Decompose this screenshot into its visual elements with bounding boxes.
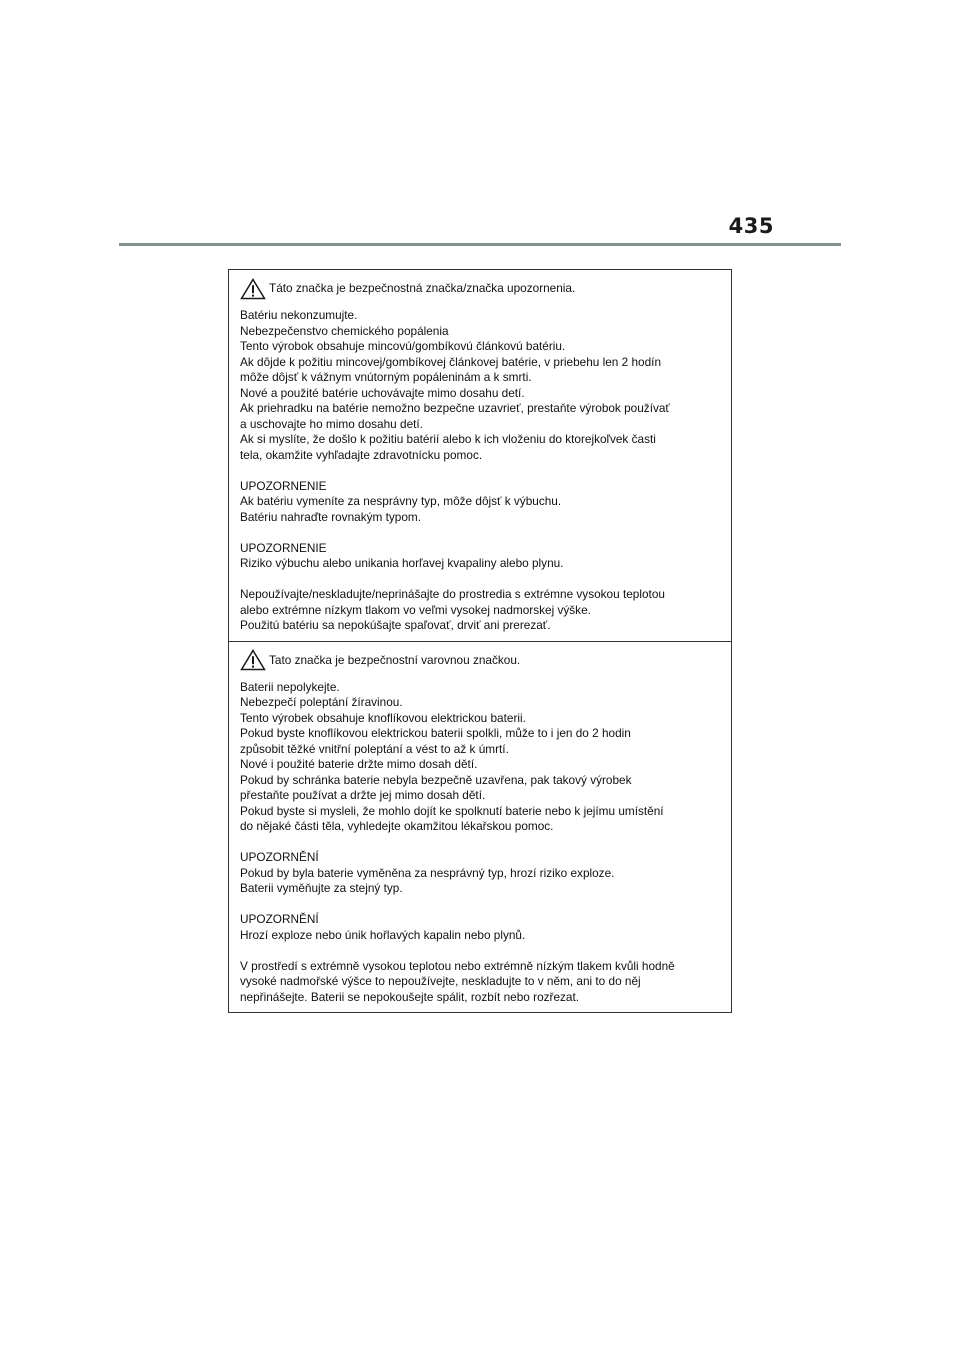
warning-text-line: Riziko výbuchu alebo unikania horľavej kvapaliny alebo plynu. xyxy=(240,556,564,570)
warning-text-line: môže dôjsť k vážnym vnútorným popáleninám a k smrti. xyxy=(240,370,532,384)
warning-text-line: Batériu nekonzumujte. xyxy=(240,308,358,322)
warning-text-line: UPOZORNĚNÍ xyxy=(240,912,319,926)
warning-text-line: vysoké nadmořské výšce to nepoužívejte, neskladujte to v něm, ani to do něj xyxy=(240,974,641,988)
warning-text-line: UPOZORNENIE xyxy=(240,540,327,555)
warning-cell-czech xyxy=(229,641,731,1013)
battery-warning-table xyxy=(228,269,732,1013)
warning-text-line: tela, okamžite vyhľadajte zdravotnícku pomoc. xyxy=(240,447,483,462)
warning-text-line: Nebezpečí poleptání žíravinou. xyxy=(240,695,403,709)
warning-heading: Tato značka je bezpečnostní varovnou značkou. xyxy=(269,652,521,667)
warning-text-line: Pokud byste si mysleli, že mohlo dojít ke spolknutí baterie nebo k jejímu umístění xyxy=(240,803,664,818)
warning-heading: Táto značka je bezpečnostná značka/značka upozornenia. xyxy=(269,281,576,295)
warning-text-line: Ak si myslíte, že došlo k požitiu batérií alebo k ich vloženiu do ktorejkoľvek časti xyxy=(240,432,656,446)
warning-text-line: Batériu nahraďte rovnakým typom. xyxy=(240,509,422,524)
warning-paragraph xyxy=(240,912,721,943)
warning-text-line: Nové a použité batérie uchovávajte mimo dosahu detí. xyxy=(240,385,525,400)
warning-text-line: Pokud by byla baterie vyměněna za nesprávný typ, hrozí riziko exploze. xyxy=(240,865,615,880)
warning-text-line: Použitú batériu sa nepokúšajte spaľovať, drviť ani prerezať. xyxy=(240,618,551,632)
warning-text-line: Ak dôjde k požitiu mincovej/gombíkovej článkovej batérie, v priebehu len 2 hodín xyxy=(240,354,662,369)
warning-paragraph xyxy=(240,479,721,526)
warning-text-line: způsobit těžké vnitřní poleptání a vést to až k úmrtí. xyxy=(240,741,509,756)
warning-text-line: Hrozí exploze nebo únik hořlavých kapalin nebo plynů. xyxy=(240,927,526,942)
warning-text-line: Ak priehradku na batérie nemožno bezpečne uzavrieť, prestaňte výrobok používať xyxy=(240,401,670,415)
warning-heading-row xyxy=(240,277,721,299)
warning-text-line: UPOZORNĚNÍ xyxy=(240,850,319,864)
warning-text-line: nepřinášejte. Baterii se nepokoušejte spálit, rozbít nebo rozřezat. xyxy=(240,989,580,1004)
page-number: 435 xyxy=(728,214,774,238)
warning-text-line: Nové i použité baterie držte mimo dosah dětí. xyxy=(240,757,478,771)
warning-body xyxy=(240,680,721,1006)
warning-cell-slovak xyxy=(229,270,731,641)
warning-paragraph xyxy=(240,587,721,634)
warning-triangle-icon xyxy=(240,649,266,671)
warning-heading-row xyxy=(240,649,721,671)
warning-paragraph xyxy=(240,680,721,835)
warning-body xyxy=(240,308,721,634)
warning-paragraph xyxy=(240,959,721,1006)
warning-text-line: Pokud byste knoflíkovou elektrickou baterii spolkli, může to i jen do 2 hodin xyxy=(240,726,631,740)
warning-text-line: Baterii nepolykejte. xyxy=(240,679,340,694)
header-rule xyxy=(119,243,841,246)
warning-text-line: Nebezpečenstvo chemického popálenia xyxy=(240,323,449,338)
warning-text-line: UPOZORNENIE xyxy=(240,478,327,493)
warning-paragraph xyxy=(240,541,721,572)
warning-triangle-icon xyxy=(240,278,266,300)
warning-text-line: Tento výrobok obsahuje mincovú/gombíkovú článkovú batériu. xyxy=(240,339,566,353)
warning-text-line: přestaňte používat a držte jej mimo dosah dětí. xyxy=(240,788,486,802)
warning-text-line: alebo extrémne nízkym tlakom vo veľmi vysokej nadmorskej výške. xyxy=(240,602,591,617)
warning-paragraph xyxy=(240,308,721,463)
warning-text-line: Nepoužívajte/neskladujte/neprinášajte do prostredia s extrémne vysokou teplotou xyxy=(240,587,665,601)
warning-text-line: Ak batériu vymeníte za nesprávny typ, môže dôjsť k výbuchu. xyxy=(240,494,562,508)
warning-paragraph xyxy=(240,850,721,897)
warning-text-line: Tento výrobek obsahuje knoflíkovou elektrickou baterii. xyxy=(240,710,526,725)
warning-text-line: Baterii vyměňujte za stejný typ. xyxy=(240,881,403,895)
warning-text-line: a uschovajte ho mimo dosahu detí. xyxy=(240,416,423,431)
warning-text-line: Pokud by schránka baterie nebyla bezpečně uzavřena, pak takový výrobek xyxy=(240,772,632,787)
warning-text-line: do nějaké části těla, vyhledejte okamžitou lékařskou pomoc. xyxy=(240,819,554,833)
warning-text-line: V prostředí s extrémně vysokou teplotou nebo extrémně nízkým tlakem kvůli hodně xyxy=(240,958,675,973)
